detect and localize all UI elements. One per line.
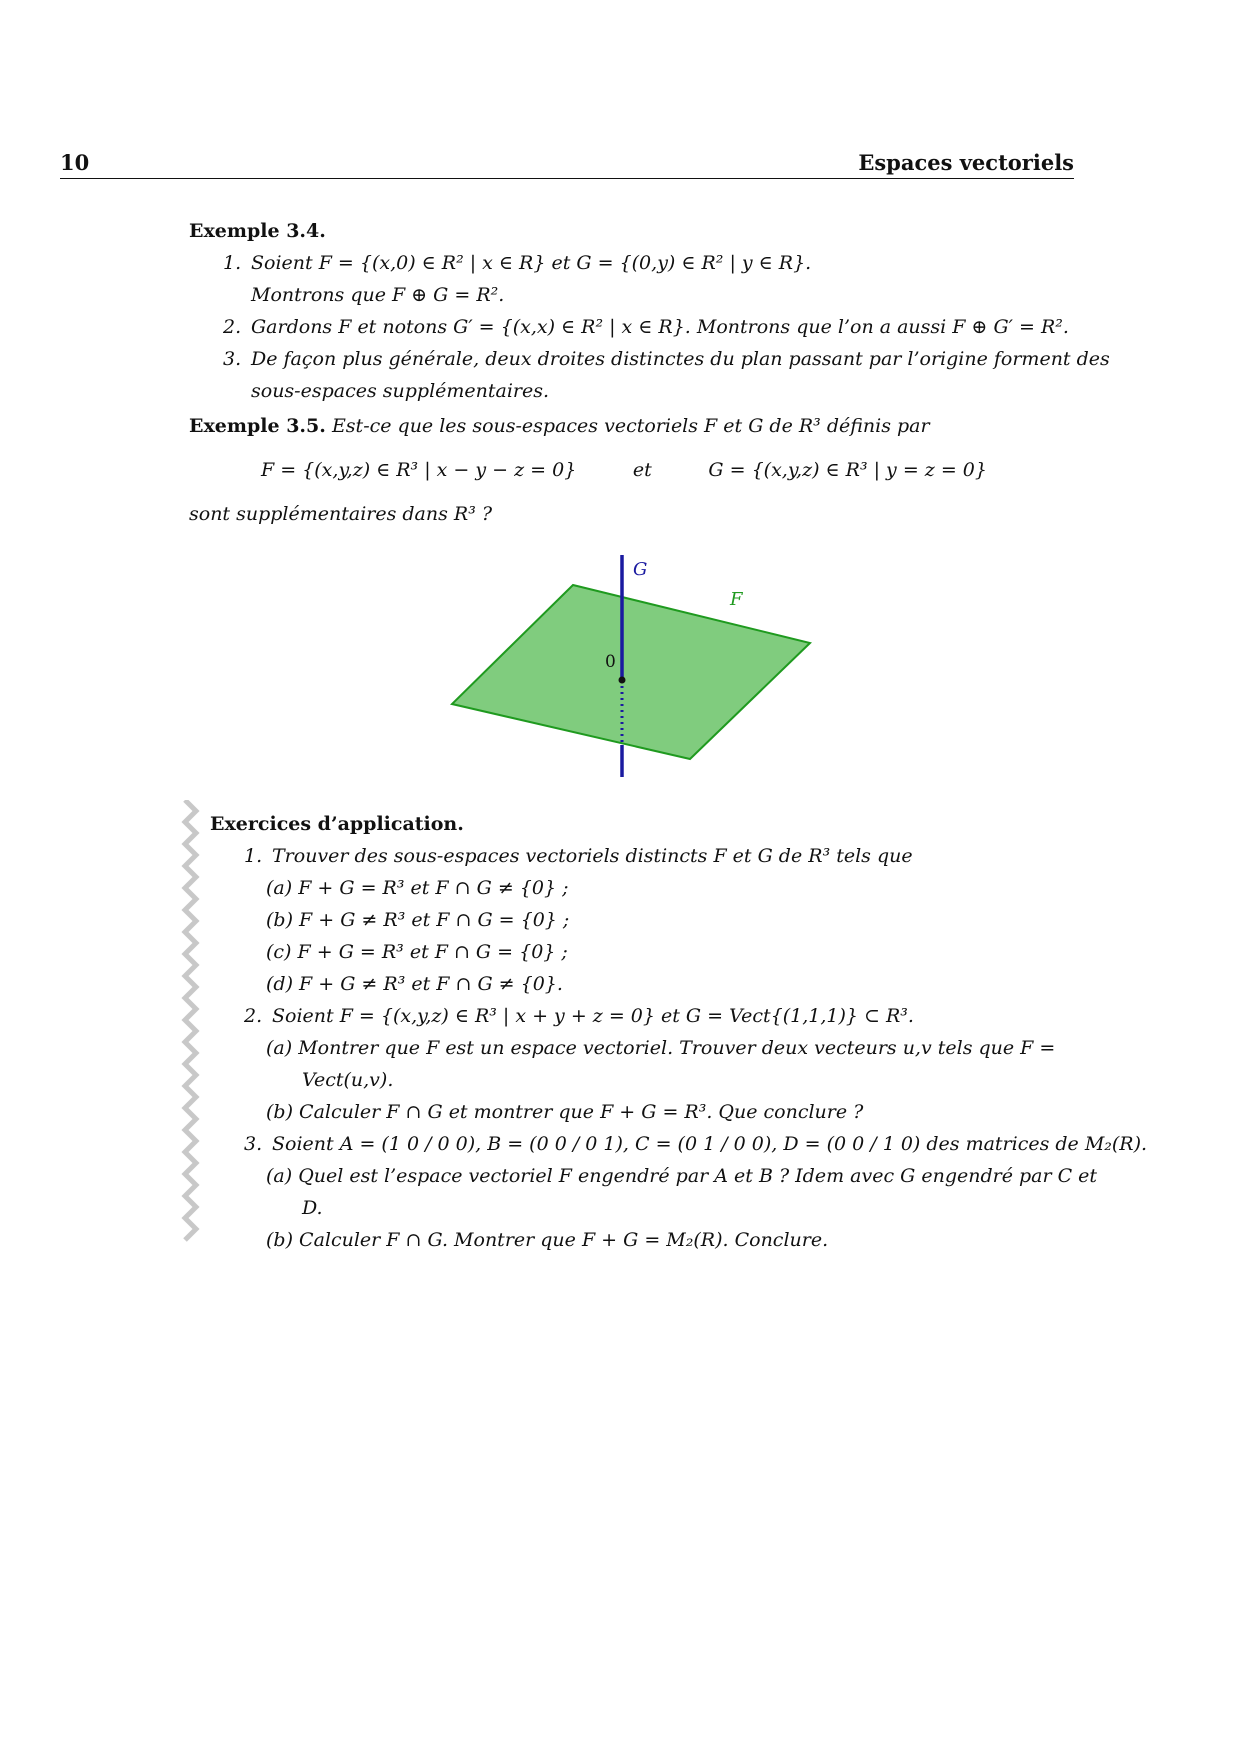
exercise-1d: (d) F + G ≠ R³ et F ∩ G ≠ {0}.	[266, 973, 563, 995]
exercise-1a: (a) F + G = R³ et F ∩ G ≠ {0} ;	[266, 877, 569, 899]
plane-F	[452, 585, 810, 759]
exercise-3b: (b) Calculer F ∩ G. Montrer que F + G = M₂(R). Conclure.	[266, 1229, 829, 1251]
example-3-4-item-3	[189, 343, 1110, 375]
example-3-4-item-2	[189, 311, 1074, 343]
example-3-5-intro	[189, 410, 1074, 442]
equation-connector: et	[632, 459, 652, 481]
example-3-4-item-1	[189, 247, 1074, 279]
label-F: F	[730, 589, 743, 610]
plane-line-figure	[440, 545, 820, 785]
exercise-margin-zigzag	[180, 800, 200, 1250]
item-text: Soient A = (1 0 / 0 0), B = (0 0 / 0 1), C = (0 1 / 0 0), D = (0 0 / 1 0) des matrices de M₂(R).	[272, 1133, 1148, 1155]
exercises	[210, 808, 1148, 1256]
example-3-4-item-3-cont: sous-espaces supplémentaires.	[251, 380, 550, 402]
example-3-5-title: Exemple 3.5.	[189, 415, 326, 437]
page-number: 10	[60, 150, 90, 175]
origin-point	[619, 677, 626, 684]
example-3-5-equations	[189, 454, 1074, 486]
exercise-3a: (a) Quel est l’espace vectoriel F engendré par A et B ? Idem avec G engendré par C et	[266, 1165, 1098, 1187]
exercise-1b: (b) F + G ≠ R³ et F ∩ G = {0} ;	[266, 909, 570, 931]
exercise-1c: (c) F + G = R³ et F ∩ G = {0} ;	[266, 941, 568, 963]
item-text: Soient F = {(x,y,z) ∈ R³ | x + y + z = 0} et G = Vect{(1,1,1)} ⊂ R³.	[272, 1005, 914, 1027]
item-number: 2.	[244, 1005, 263, 1027]
example-3-5-text: Est-ce que les sous-espaces vectoriels F et G de R³ définis par	[331, 415, 930, 437]
exercise-2b: (b) Calculer F ∩ G et montrer que F + G = R³. Que conclure ?	[266, 1101, 864, 1123]
example-3-5-question: sont supplémentaires dans R³ ?	[189, 503, 493, 525]
example-3-5	[189, 410, 1074, 530]
item-number: 1.	[244, 845, 263, 867]
item-text: Gardons F et notons G′ = {(x,x) ∈ R² | x ∈ R}. Montrons que l’on a aussi F ⊕ G′ = R².	[251, 316, 1069, 338]
item-text: Trouver des sous-espaces vectoriels distincts F et G de R³ tels que	[272, 845, 913, 867]
exercise-2a: (a) Montrer que F est un espace vectoriel. Trouver deux vecteurs u,v tels que F =	[266, 1037, 1056, 1059]
label-G: G	[633, 559, 648, 580]
item-number: 3.	[244, 1133, 263, 1155]
chapter-title: Espaces vectoriels	[858, 150, 1074, 175]
exercises-title: Exercices d’application.	[210, 813, 464, 835]
item-number: 3.	[223, 348, 242, 370]
exercise-3a-cont: D.	[302, 1197, 323, 1219]
example-3-4-item-1-cont: Montrons que F ⊕ G = R².	[251, 284, 505, 306]
example-3-4	[189, 215, 1110, 407]
label-0: 0	[605, 652, 616, 672]
item-text: Soient F = {(x,0) ∈ R² | x ∈ R} et G = {(0,y) ∈ R² | y ∈ R}.	[251, 252, 812, 274]
item-number: 1.	[223, 252, 242, 274]
zigzag-line	[185, 800, 196, 1240]
item-number: 2.	[223, 316, 242, 338]
equation-F: F = {(x,y,z) ∈ R³ | x − y − z = 0}	[261, 459, 577, 481]
example-3-4-title: Exemple 3.4.	[189, 220, 326, 242]
exercise-1	[210, 840, 1074, 872]
exercise-2	[210, 1000, 1074, 1032]
equation-G: G = {(x,y,z) ∈ R³ | y = z = 0}	[708, 459, 987, 481]
exercise-3	[210, 1128, 1148, 1160]
item-text: De façon plus générale, deux droites distinctes du plan passant par l’origine forment des	[251, 348, 1110, 370]
exercise-2a-cont: Vect(u,v).	[302, 1069, 394, 1091]
page-header	[60, 150, 1074, 179]
